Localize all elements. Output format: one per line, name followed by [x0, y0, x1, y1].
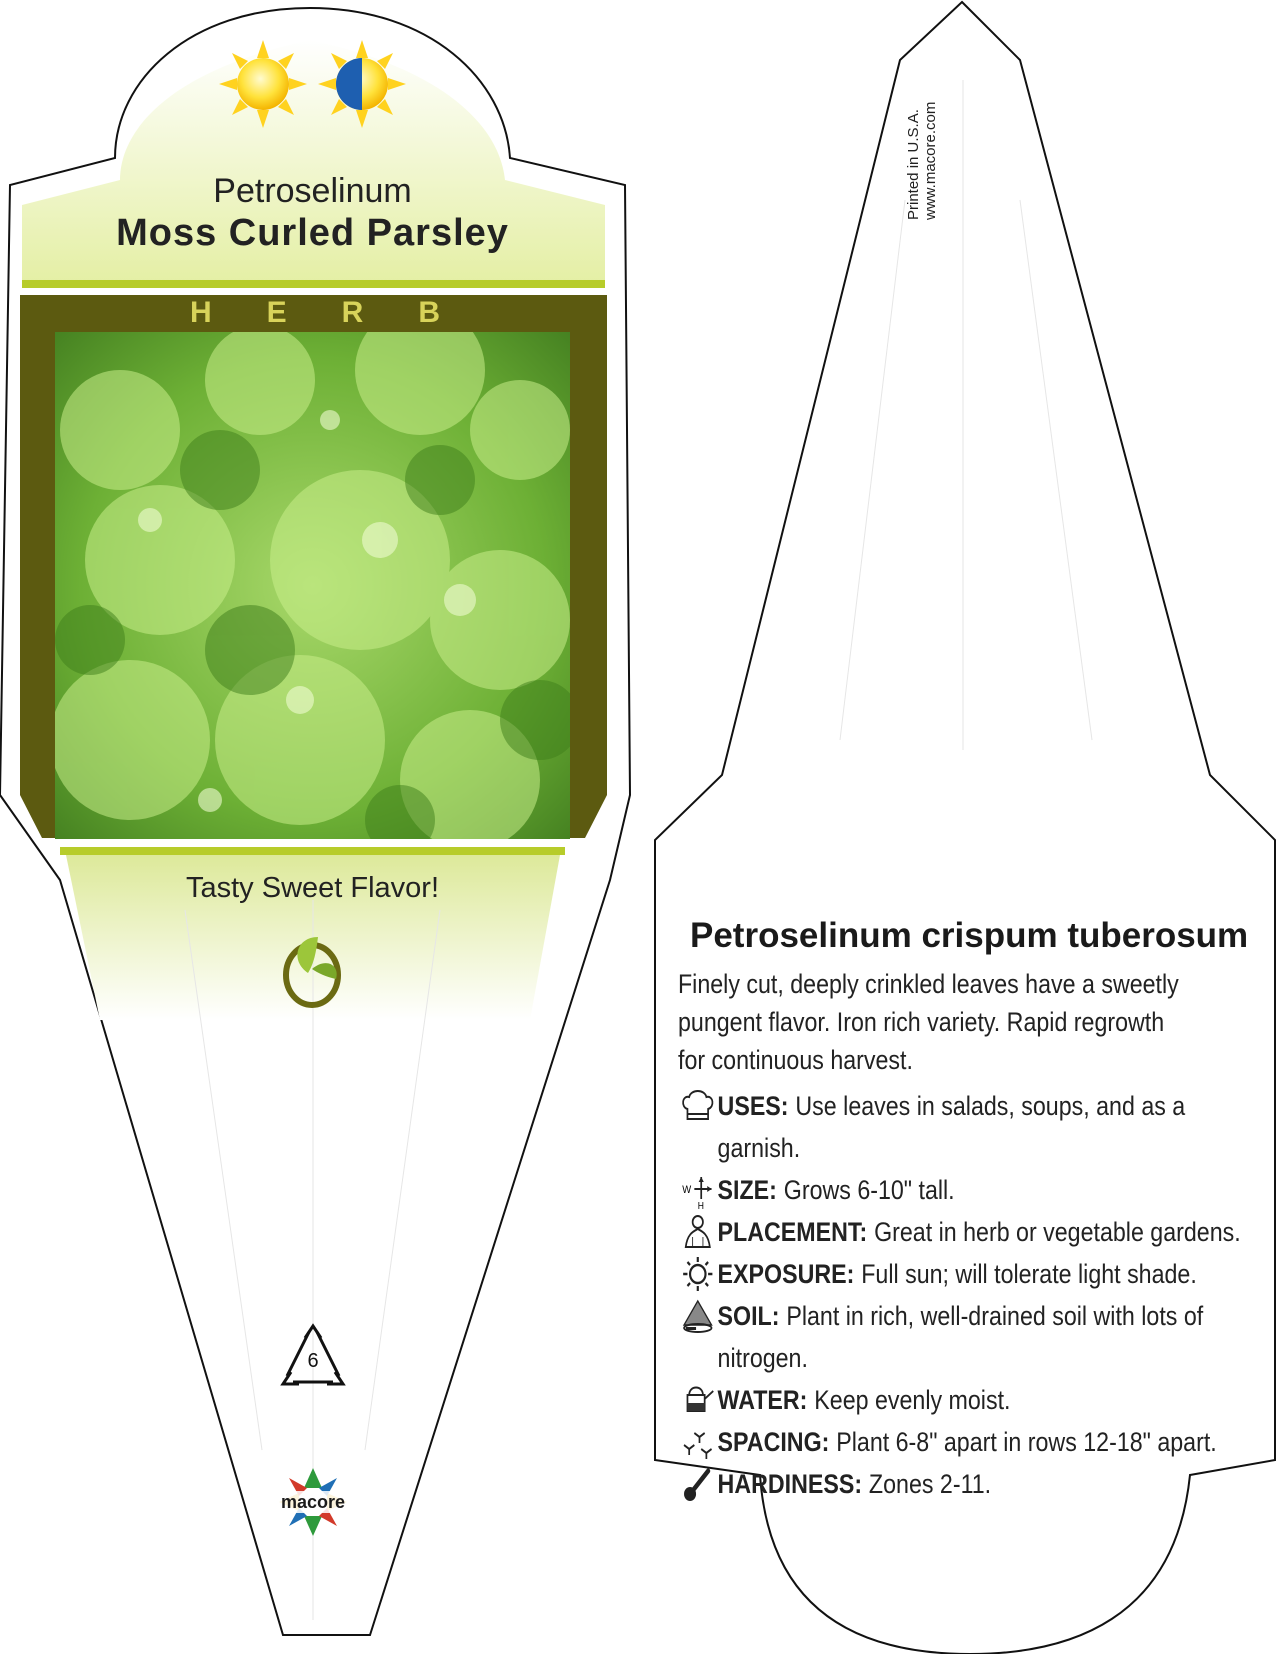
watering-can-icon — [678, 1379, 718, 1421]
website: www.macore.com — [922, 101, 939, 220]
svg-text:H: H — [697, 1200, 704, 1209]
svg-text:W: W — [682, 1184, 692, 1197]
sun-icon — [678, 1253, 718, 1295]
thermometer-icon — [678, 1463, 718, 1505]
detail-uses: USES: Use leaves in salads, soups, and as a garnish. — [678, 1085, 1263, 1169]
printed-in: Printed in U.S.A. — [905, 109, 922, 220]
detail-soil: SOIL: Plant in rich, well-drained soil with lots of nitrogen. — [678, 1295, 1263, 1379]
detail-spacing: SPACING: Plant 6-8" apart in rows 12-18" apart. — [678, 1421, 1263, 1463]
placement-icon — [678, 1211, 718, 1253]
detail-exposure: EXPOSURE: Full sun; will tolerate light shade. — [678, 1253, 1263, 1295]
category-letter: B — [418, 296, 440, 329]
spacing-icon — [678, 1421, 718, 1463]
size-icon — [678, 1169, 718, 1211]
plant-common-name: Moss Curled Parsley — [116, 212, 509, 254]
recycle-code: 6 — [307, 1350, 319, 1372]
category-letter: R — [341, 296, 364, 329]
category-letter: E — [266, 296, 287, 329]
plant-genus: Petroselinum — [213, 172, 412, 210]
care-details — [678, 1085, 1263, 1505]
brand-name: macore — [263, 1491, 363, 1513]
parsley-photo — [50, 305, 580, 855]
description: Finely cut, deeply crinkled leaves have a sweetly pungent flavor. Iron rich variety. Rapid regrowth for continuous harvest. — [678, 969, 1179, 1075]
detail-placement: PLACEMENT: Great in herb or vegetable gardens. — [678, 1211, 1263, 1253]
print-note — [905, 20, 945, 220]
category-letter: H — [190, 296, 212, 329]
scientific-name: Petroselinum crispum tuberosum — [690, 916, 1249, 955]
detail-hardiness: HARDINESS: Zones 2-11. — [678, 1463, 1263, 1505]
tagline: Tasty Sweet Flavor! — [185, 872, 440, 904]
soil-icon — [678, 1295, 718, 1337]
detail-water: WATER: Keep evenly moist. — [678, 1379, 1263, 1421]
category-label — [190, 296, 440, 330]
detail-size: W H SIZE: Grows 6-10" tall. — [678, 1169, 1263, 1211]
full-sun-icon — [219, 40, 307, 128]
chef-hat-icon — [678, 1085, 718, 1127]
partial-sun-icon — [318, 40, 406, 128]
